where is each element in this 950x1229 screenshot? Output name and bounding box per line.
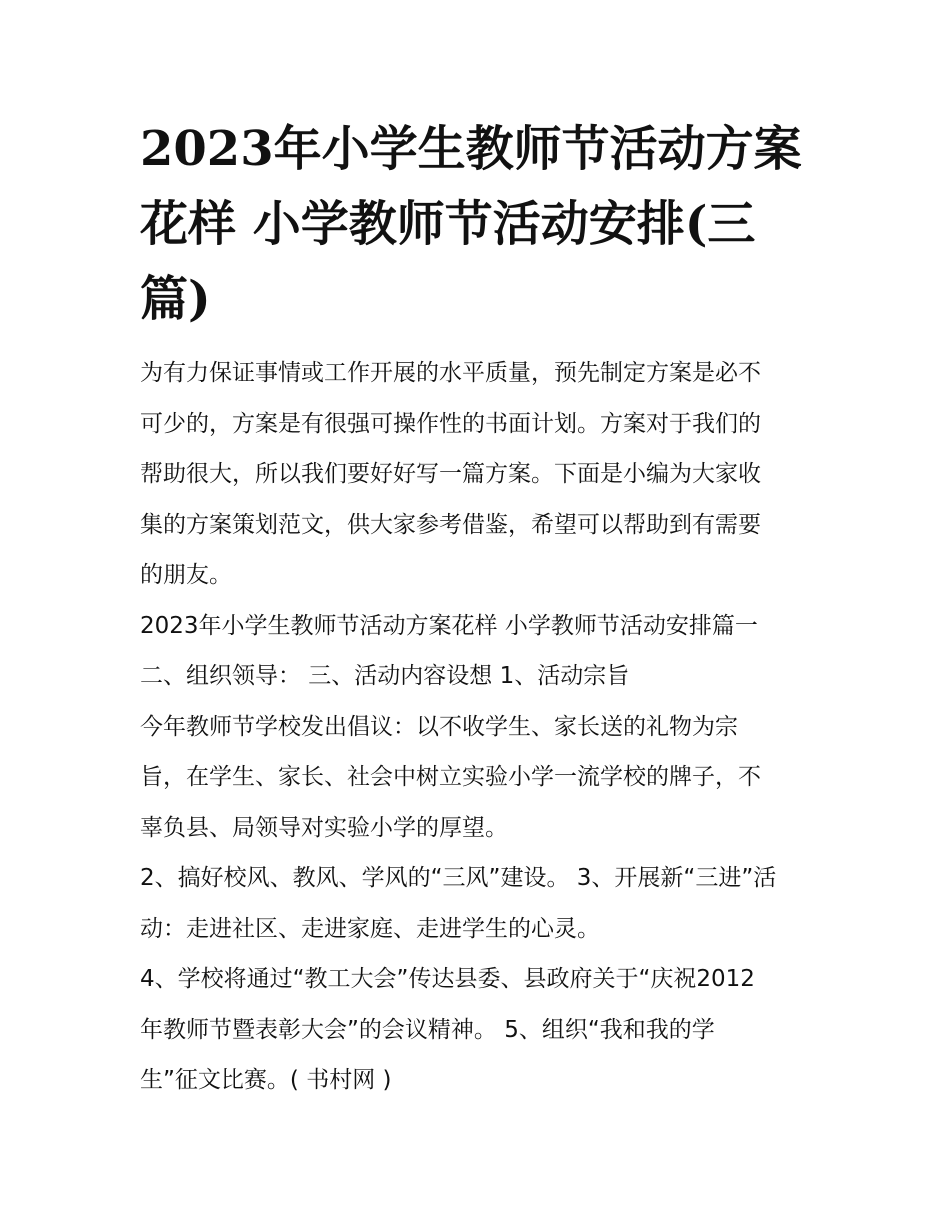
title-line: 篇) bbox=[140, 271, 211, 327]
item-paragraph bbox=[140, 853, 820, 954]
intro-paragraph bbox=[140, 348, 820, 601]
text-line: 集的方案策划范文，供大家参考借鉴，希望可以帮助到有需要 bbox=[140, 511, 761, 538]
purpose-paragraph bbox=[140, 702, 820, 854]
text-line: 动：走进社区、走进家庭、走进学生的心灵。 bbox=[140, 915, 600, 942]
text-line: 2023年小学生教师节活动方案花样 小学教师节活动安排篇一 bbox=[140, 612, 758, 639]
text-line: 辜负县、局领导对实验小学的厚望。 bbox=[140, 814, 508, 841]
document-page bbox=[140, 112, 820, 1106]
text-line: 4、学校将通过“教工大会”传达县委、县政府关于“庆祝2012 bbox=[140, 966, 755, 992]
title-line: 2023年小学生教师节活动方案 bbox=[140, 121, 802, 177]
text-line: 2、搞好校风、教风、学风的“三风”建设。 3、开展新“三进”活 bbox=[140, 865, 777, 891]
text-line: 的朋友。 bbox=[140, 562, 232, 588]
text-line: 二、组织领导： 三、活动内容设想 1、活动宗旨 bbox=[140, 663, 630, 689]
document-body bbox=[140, 348, 820, 1106]
text-line: 旨，在学生、家长、社会中树立实验小学一流学校的牌子，不 bbox=[140, 764, 761, 790]
title-line: 花样 小学教师节活动安排(三 bbox=[140, 196, 756, 252]
text-line: 生”征文比赛。( 书村网 ) bbox=[140, 1067, 392, 1093]
document-title bbox=[140, 112, 820, 337]
text-line: 今年教师节学校发出倡议：以不收学生、家长送的礼物为宗 bbox=[140, 713, 738, 740]
text-line: 为有力保证事情或工作开展的水平质量，预先制定方案是必不 bbox=[140, 360, 761, 386]
text-line: 年教师节暨表彰大会”的会议精神。 5、组织“我和我的学 bbox=[140, 1016, 715, 1043]
text-line: 可少的，方案是有很强可操作性的书面计划。方案对于我们的 bbox=[140, 410, 761, 437]
item-paragraph bbox=[140, 954, 820, 1106]
text-line: 帮助很大，所以我们要好好写一篇方案。下面是小编为大家收 bbox=[140, 461, 761, 487]
section-heading-paragraph bbox=[140, 601, 820, 702]
